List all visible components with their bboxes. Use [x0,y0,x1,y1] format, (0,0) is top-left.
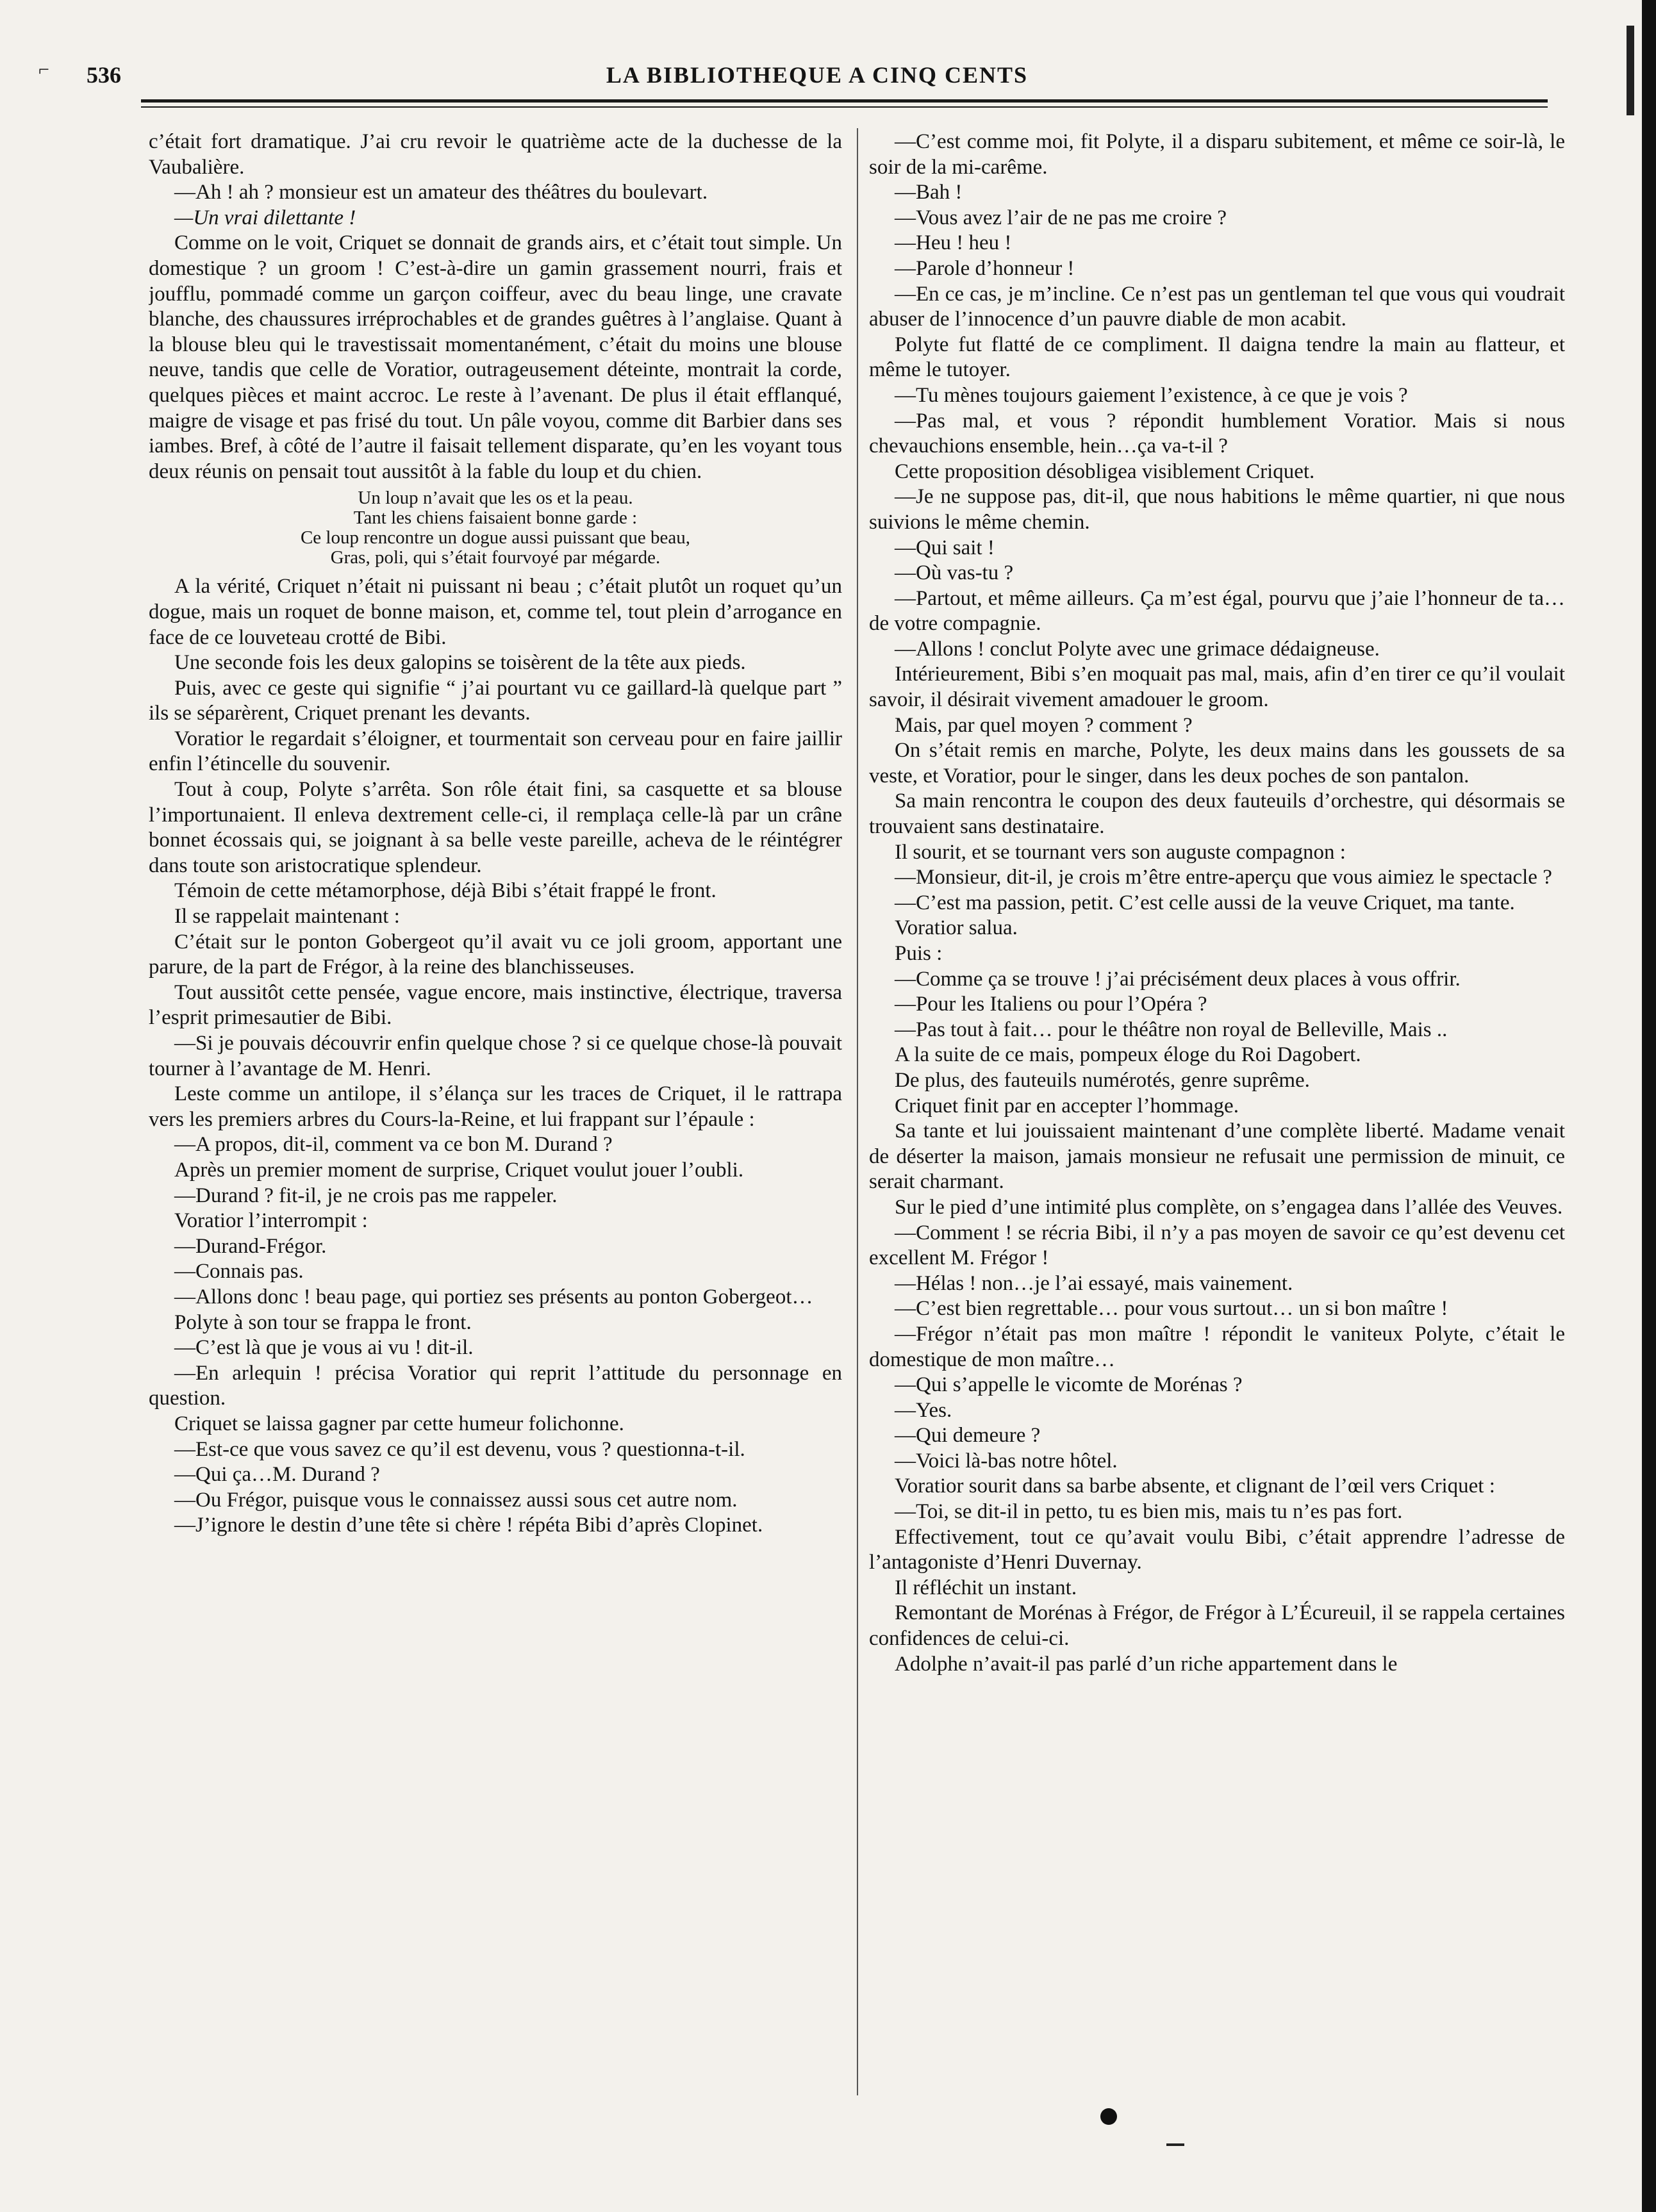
paragraph: —Qui sait ! [895,536,995,559]
paragraph: —Qui ça…M. Durand ? [174,1463,380,1487]
paragraph: —Qui s’appelle le vicomte de Morénas ? [895,1373,1243,1397]
paragraph: c’était fort dramatique. J’ai cru revoir le quatrième acte de la duchesse de la Vaubalière. [149,130,842,179]
paragraph: Voratior salua. [895,916,1018,940]
paragraph: Il réfléchit un instant. [895,1576,1077,1599]
paragraph: —En ce cas, je m’incline. Ce n’est pas un gentleman tel que vous qui voudrait abuser de l’innocence d’un pauvre diable de mon acabit. [869,282,1565,331]
paragraph: Leste comme un antilope, il s’élança sur les traces de Criquet, il le rattrapa vers les premiers arbres du Cours-la-Reine, et lui frappant sur l’épaule : [149,1082,842,1131]
paragraph: De plus, des fauteuils numérotés, genre suprême. [895,1068,1310,1092]
paragraph: —C’est là que je vous ai vu ! dit-il. [174,1336,474,1360]
paragraph: —Est-ce que vous savez ce qu’il est devenu, vous ? questionna-t-il. [174,1437,745,1461]
paragraph: Une seconde fois les deux galopins se toisèrent de la tête aux pieds. [174,651,746,675]
paragraph: —Tu mènes toujours gaiement l’existence, à ce que je vois ? [895,383,1408,407]
left-column [149,129,842,2103]
paragraph: Témoin de cette métamorphose, déjà Bibi s’était frappé le front. [174,879,716,903]
verse-line: Un loup n’avait que les os et la peau. [358,488,633,509]
paragraph: —A propos, dit-il, comment va ce bon M. Durand ? [174,1133,613,1157]
paragraph: —Yes. [895,1398,952,1422]
page-number: 536 [87,62,121,88]
paragraph: Polyte fut flatté de ce compliment. Il daigna tendre la main au flatteur, et même le tutoyer. [869,333,1565,382]
paragraph: Tout à coup, Polyte s’arrêta. Son rôle était fini, sa casquette et sa blouse l’importunaient. Il enleva dextrement celle-ci, il remplaça celle-là par un crâne bonnet écossais qui, se joignant à sa belle veste pareille, acheva de le réintégrer dans toute son aristocratique splendeur. [149,778,842,877]
paragraph: A la vérité, Criquet n’était ni puissant ni beau ; c’était plutôt un roquet qu’un dogue, mais un roquet de bonne maison, et, comme tel, tout plein d’arrogance en face de ce louveteau crotté de Bibi. [149,575,842,649]
paragraph: —Je ne suppose pas, dit-il, que nous habitions le même quartier, ni que nous suivions le même chemin. [869,485,1565,534]
verse-line: Tant les chiens faisaient bonne garde : [353,508,638,529]
paragraph: Il sourit, et se tournant vers son auguste compagnon : [895,840,1346,864]
paragraph: —Heu ! heu ! [895,231,1012,255]
paragraph: Mais, par quel moyen ? comment ? [895,713,1193,737]
paragraph: Puis : [895,942,943,965]
paragraph: A la suite de ce mais, pompeux éloge du Roi Dagobert. [895,1043,1361,1067]
paragraph: —Connais pas. [174,1260,304,1283]
paragraph: —Si je pouvais découvrir enfin quelque chose ? si ce quelque chose-là pouvait tourner à l’avantage de M. Henri. [149,1032,842,1080]
paragraph: Il se rappelait maintenant : [174,905,400,929]
paragraph: —Parole d’honneur ! [895,256,1075,280]
paragraph: —J’ignore le destin d’une tête si chère ! répéta Bibi d’après Clopinet. [174,1514,763,1537]
paragraph: —C’est ma passion, petit. C’est celle aussi de la veuve Criquet, ma tante. [895,891,1515,914]
paragraph: —Toi, se dit-il in petto, tu es bien mis, mais tu n’es pas fort. [895,1500,1403,1524]
ink-dot [1100,2108,1117,2125]
paragraph: Cette proposition désobligea visiblement Criquet. [895,459,1315,483]
paragraph: —Comment ! se récria Bibi, il n’y a pas moyen de savoir ce qu’est devenu cet excellent M. Frégor ! [869,1221,1565,1270]
paragraph: Comme on le voit, Criquet se donnait de grands airs, et c’était tout simple. Un domestique ? un groom ! C’est-à-dire un gamin grassement nourri, frais et joufflu, pommadé comme un garçon coiffeur, avec du beau linge, une cravate blanche, des chaussures irréprochables et de grandes guêtres à l’anglaise. Quant à la blouse bleu qui le travestissait momentanément, c’était du moins une blouse neuve, tandis que celle de Voratior, outrageusement déteinte, montrait la corde, quelques pièces et maint accroc. Le reste à l’avenant. De plus il était efflanqué, maigre de visage et pas frisé du tout. Un pâle voyou, comme dit Barbier dans ses iambes. Bref, à côté de l’autre il faisait tellement disparate, qu’en les voyant tous deux réunis on pensait tout aussitôt à la fable du loup et du chien. [149,231,842,483]
paragraph: —Un vrai dilettante ! [174,206,356,229]
paragraph: —Ah ! ah ? monsieur est un amateur des théâtres du boulevart. [174,181,708,204]
paragraph: Criquet se laissa gagner par cette humeur folichonne. [174,1412,624,1435]
paragraph: —En arlequin ! précisa Voratior qui reprit l’attitude du personnage en question. [149,1361,842,1410]
paragraph: —Pas tout à fait… pour le théâtre non royal de Belleville, Mais .. [895,1018,1448,1041]
column-divider [857,128,858,2095]
paragraph: On s’était remis en marche, Polyte, les deux mains dans les goussets de sa veste, et Voratior, pour le singer, dans les deux poches de son pantalon. [869,739,1565,788]
header-rule-thin [141,106,1548,108]
paragraph: —Frégor n’était pas mon maître ! répondit le vaniteux Polyte, c’était le domestique de mon maître… [869,1322,1565,1371]
paragraph: Après un premier moment de surprise, Criquet voulut jouer l’oubli. [174,1158,744,1182]
paragraph: Sa tante et lui jouissaient maintenant d’une complète liberté. Madame venait de déserter la maison, jamais monsieur ne refusait une permission de minuit, ce serait charmant. [869,1119,1565,1194]
paragraph: Remontant de Morénas à Frégor, de Frégor à L’Écureuil, il se rappela certaines confidences de celui-ci. [869,1601,1565,1651]
paragraph: —Voici là-bas notre hôtel. [895,1449,1118,1473]
paragraph: —Comme ça se trouve ! j’ai précisément deux places à vous offrir. [895,967,1461,991]
paragraph: —C’est comme moi, fit Polyte, il a disparu subitement, et même ce soir-là, le soir de la mi-carême. [869,130,1565,179]
paragraph: —Qui demeure ? [895,1424,1041,1448]
paragraph: —Pas mal, et vous ? répondit humblement Voratior. Mais si nous chevauchions ensemble, hein…ça va-t-il ? [869,409,1565,458]
paragraph: —Allons ! conclut Polyte avec une grimace dédaigneuse. [895,637,1380,661]
paragraph: —Vous avez l’air de ne pas me croire ? [895,206,1227,229]
paragraph: —Où vas-tu ? [895,561,1014,585]
paragraph: Criquet finit par en accepter l’hommage. [895,1094,1239,1118]
verse-line: Gras, poli, qui s’était fourvoyé par mégarde. [330,547,661,568]
header-rule-thick [141,99,1548,103]
page-edge-mark [1627,26,1634,115]
paragraph: Tout aussitôt cette pensée, vague encore, mais instinctive, électrique, traversa l’esprit primesautier de Bibi. [149,980,842,1030]
paragraph: —Monsieur, dit-il, je crois m’être entre-aperçu que vous aimiez le spectacle ? [895,866,1552,889]
paragraph: —Bah ! [895,181,963,204]
paragraph: —Durand-Frégor. [174,1234,327,1258]
paragraph: Sa main rencontra le coupon des deux fauteuils d’orchestre, qui désormais se trouvaient sans destinataire. [869,789,1565,839]
verse-quotation [149,488,842,568]
paragraph: Puis, avec ce geste qui signifie “ j’ai pourtant vu ce gaillard-là quelque part ” ils se séparèrent, Criquet prenant les devants. [149,676,842,725]
paragraph: Adolphe n’avait-il pas parlé d’un riche appartement dans le [895,1652,1398,1676]
paragraph: Voratior sourit dans sa barbe absente, et clignant de l’œil vers Criquet : [895,1474,1495,1498]
right-column [869,129,1565,2103]
paragraph: —Partout, et même ailleurs. Ça m’est égal, pourvu que j’aie l’honneur de ta…de votre compagnie. [869,586,1565,636]
paragraph: —Hélas ! non…je l’ai essayé, mais vainement. [895,1271,1293,1295]
paragraph: Voratior le regardait s’éloigner, et tourmentait son cerveau pour en faire jaillir enfin l’étincelle du souvenir. [149,727,842,776]
page-edge-bar [1642,0,1656,2212]
paragraph: —Pour les Italiens ou pour l’Opéra ? [895,993,1207,1016]
paragraph: —Durand ? fit-il, je ne crois pas me rappeler. [174,1184,558,1207]
page-header [87,62,1548,100]
paragraph: Sur le pied d’une intimité plus complète, on s’engagea dans l’allée des Veuves. [895,1195,1563,1219]
paragraph: —Allons donc ! beau page, qui portiez ses présents au ponton Gobergeot… [174,1285,813,1308]
paragraph: —Ou Frégor, puisque vous le connaissez aussi sous cet autre nom. [174,1488,738,1512]
paragraph: —C’est bien regrettable… pour vous surtout… un si bon maître ! [895,1297,1448,1321]
corner-mark: ⌐ [38,59,49,80]
running-title: LA BIBLIOTHEQUE A CINQ CENTS [606,62,1029,88]
paragraph: C’était sur le ponton Gobergeot qu’il avait vu ce joli groom, apportant une parure, de la part de Frégor, à la reine des blanchisseuses. [149,930,842,979]
verse-line: Ce loup rencontre un dogue aussi puissant que beau, [300,527,691,549]
paragraph: Voratior l’interrompit : [174,1209,368,1233]
paragraph: Intérieurement, Bibi s’en moquait pas mal, mais, afin d’en tirer ce qu’il voulait savoir, il désirait vivement amadouer le groom. [869,663,1565,712]
paragraph: Polyte à son tour se frappa le front. [174,1310,472,1334]
ink-dash [1166,2143,1184,2146]
paragraph: Effectivement, tout ce qu’avait voulu Bibi, c’était apprendre l’adresse de l’antagoniste d’Henri Duvernay. [869,1525,1565,1574]
